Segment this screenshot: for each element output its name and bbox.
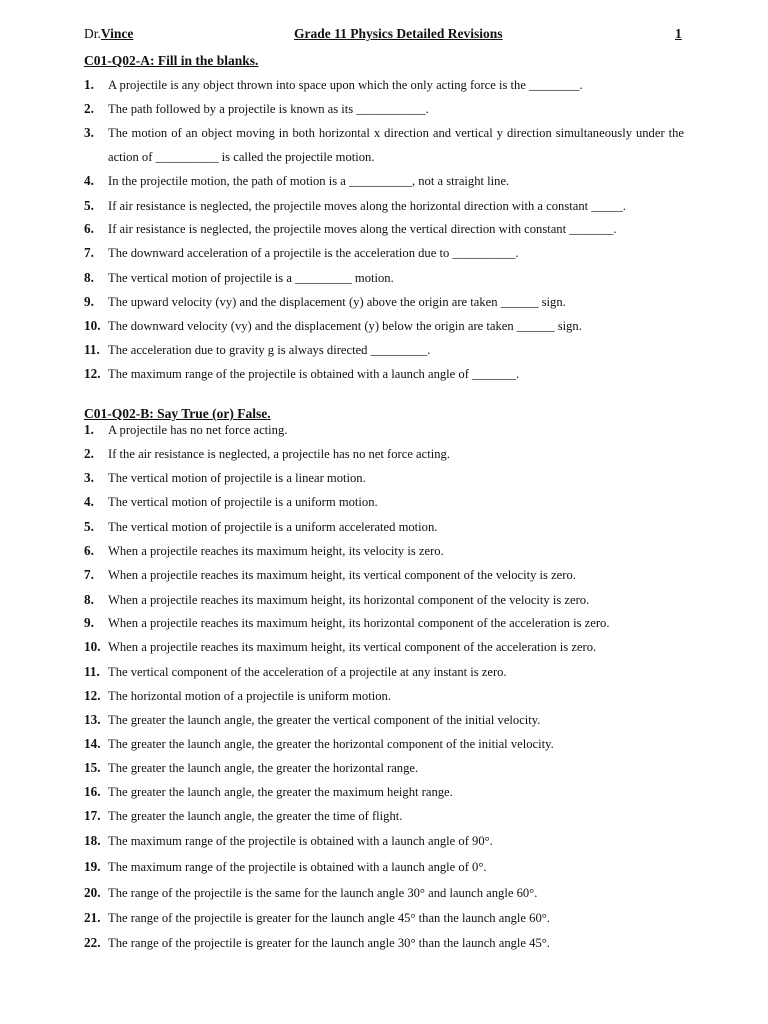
question-text: The vertical motion of projectile is a uniform accelerated motion.: [108, 520, 438, 534]
question-number: 1.: [84, 422, 94, 437]
question-number: 7.: [84, 245, 94, 260]
author-name: Vince: [100, 26, 134, 41]
question-text: The greater the launch angle, the greater the vertical component of the initial velocity.: [108, 713, 541, 727]
question-number: 7.: [84, 567, 94, 582]
question-text: The maximum range of the projectile is obtained with a launch angle of 90°.: [108, 834, 493, 848]
question-number: 17.: [84, 808, 101, 823]
document-title: Grade 11 Physics Detailed Revisions: [294, 26, 503, 41]
question-text: The maximum range of the projectile is obtained with a launch angle of _______.: [108, 367, 520, 381]
question-text: The range of the projectile is the same for the launch angle 30° and launch angle 60°.: [108, 886, 538, 900]
question-text: The greater the launch angle, the greater the horizontal range.: [108, 761, 419, 775]
question-text: The acceleration due to gravity g is always directed _________.: [108, 343, 431, 357]
question-text: The downward velocity (vy) and the displacement (y) below the origin are taken ______ sign.: [108, 319, 582, 333]
question-text: The range of the projectile is greater for the launch angle 30° than the launch angle 45°.: [108, 936, 550, 950]
question-number: 10.: [84, 639, 101, 654]
question-number: 5.: [84, 519, 94, 534]
question-number: 19.: [84, 859, 101, 874]
page-number: 1: [675, 26, 682, 41]
question-text: A projectile is any object thrown into space upon which the only acting force is the ________.: [108, 78, 583, 92]
question-text: The horizontal motion of a projectile is uniform motion.: [108, 689, 391, 703]
question-text: The greater the launch angle, the greater the time of flight.: [108, 809, 403, 823]
question-text: When a projectile reaches its maximum height, its horizontal component of the acceleration is zero.: [108, 616, 610, 630]
question-number: 3.: [84, 470, 94, 485]
question-text: If the air resistance is neglected, a projectile has no net force acting.: [108, 447, 450, 461]
question-number: 5.: [84, 198, 94, 213]
question-number: 11.: [84, 664, 100, 679]
author-prefix: Dr.: [84, 26, 101, 41]
question-number: 4.: [84, 494, 94, 509]
question-number: 22.: [84, 935, 101, 950]
question-text: A projectile has no net force acting.: [108, 423, 288, 437]
question-text: The vertical motion of projectile is a uniform motion.: [108, 495, 378, 509]
question-number: 2.: [84, 101, 94, 116]
question-text: The vertical motion of projectile is a _________ motion.: [108, 271, 394, 285]
question-text: In the projectile motion, the path of motion is a __________, not a straight line.: [108, 174, 510, 188]
question-number: 18.: [84, 833, 101, 848]
question-number: 1.: [84, 77, 94, 92]
question-number: 8.: [84, 592, 94, 607]
question-text: When a projectile reaches its maximum height, its vertical component of the velocity is zero.: [108, 568, 576, 582]
question-number: 20.: [84, 885, 101, 900]
question-number: 3.: [84, 125, 94, 140]
author-line: [84, 25, 133, 43]
question-number: 2.: [84, 446, 94, 461]
section-a-heading: C01-Q02-A: Fill in the blanks.: [84, 53, 259, 68]
question-number: 8.: [84, 270, 94, 285]
question-number: 21.: [84, 910, 101, 925]
question-text: The vertical component of the acceleration of a projectile at any instant is zero.: [108, 665, 507, 679]
question-number: 10.: [84, 318, 101, 333]
question-text: If air resistance is neglected, the projectile moves along the horizontal direction with a constant _____.: [108, 199, 626, 213]
question-number: 12.: [84, 688, 101, 703]
question-text: The range of the projectile is greater for the launch angle 45° than the launch angle 60°.: [108, 911, 550, 925]
question-text: The motion of an object moving in both horizontal x direction and vertical y direction simultaneously under the action of __________ is called the projectile motion.: [108, 126, 684, 164]
question-text: The downward acceleration of a projectile is the acceleration due to __________.: [108, 246, 519, 260]
question-number: 6.: [84, 221, 94, 236]
question-number: 11.: [84, 342, 100, 357]
question-text: The greater the launch angle, the greater the maximum height range.: [108, 785, 453, 799]
question-text: The vertical motion of projectile is a linear motion.: [108, 471, 366, 485]
question-text: If air resistance is neglected, the projectile moves along the vertical direction with constant _______.: [108, 222, 617, 236]
question-number: 6.: [84, 543, 94, 558]
question-text: The greater the launch angle, the greater the horizontal component of the initial velocity.: [108, 737, 554, 751]
question-text: When a projectile reaches its maximum height, its horizontal component of the velocity is zero.: [108, 593, 590, 607]
question-number: 13.: [84, 712, 101, 727]
question-number: 14.: [84, 736, 101, 751]
question-number: 15.: [84, 760, 101, 775]
section-b-heading: C01-Q02-B: Say True (or) False.: [84, 406, 271, 421]
question-number: 16.: [84, 784, 101, 799]
question-text: The upward velocity (vy) and the displacement (y) above the origin are taken ______ sign.: [108, 295, 566, 309]
question-text: The path followed by a projectile is known as its ___________.: [108, 102, 429, 116]
question-number: 9.: [84, 615, 94, 630]
question-number: 12.: [84, 366, 101, 381]
question-text: When a projectile reaches its maximum height, its velocity is zero.: [108, 544, 444, 558]
question-text: The maximum range of the projectile is obtained with a launch angle of 0°.: [108, 860, 487, 874]
question-number: 4.: [84, 173, 94, 188]
question-number: 9.: [84, 294, 94, 309]
question-text: When a projectile reaches its maximum height, its vertical component of the acceleration is zero.: [108, 640, 597, 654]
